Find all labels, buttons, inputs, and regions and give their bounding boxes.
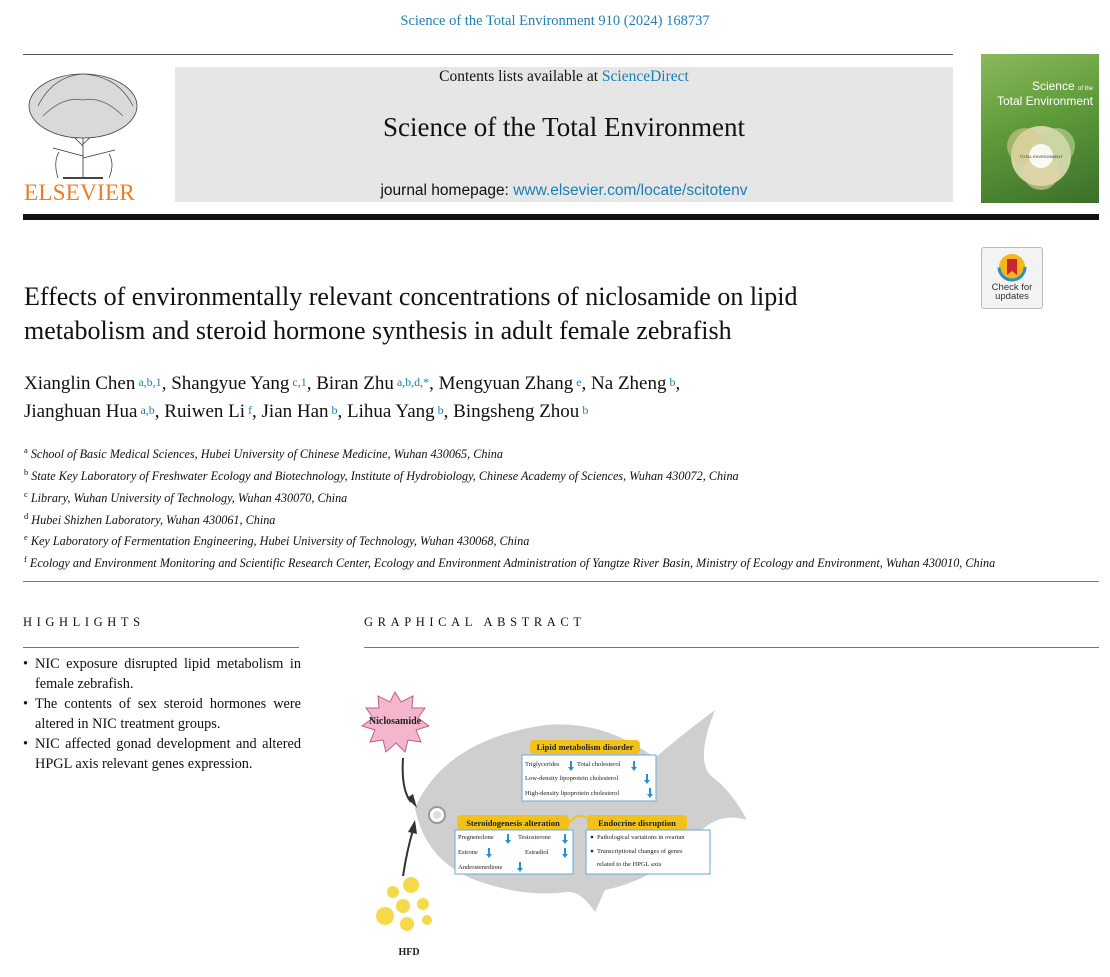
steroid-item-estrone: Estrone [458,849,478,856]
check-updates-icon [997,252,1027,282]
graphical-abstract-figure[interactable] [355,680,755,970]
steroid-item-pregnenolone: Pregnenolone [458,834,494,841]
author-name[interactable]: Jianghuan Hua [24,401,138,422]
steroid-item-testosterone: Testosterone [518,834,551,841]
homepage-prefix: journal homepage: [380,182,514,199]
author-affiliation-marker[interactable]: b [434,403,444,417]
graphical-abstract-rule [364,647,1099,648]
affiliation-list [24,442,1024,573]
affiliation-text: Ecology and Environment Monitoring and Scientific Research Center, Ecology and Environment Administration of Yangtze River Basin, Ministry of Ecology and Environment, Wuhan 430010, China [26,556,996,571]
endocrine-item-hpgl-line2: related to the HPGL axis [597,861,662,868]
highlight-text: NIC exposure disrupted lipid metabolism in female zebrafish. [35,656,301,692]
check-updates-line1: Check for [991,282,1033,293]
affiliation-key: a [24,445,28,455]
paper-title-line1: Effects of environmentally relevant concentrations of niclosamide on lipid [24,282,798,311]
highlight-text: The contents of sex steroid hormones were altered in NIC treatment groups. [35,696,301,732]
author-name[interactable]: Lihua Yang [347,401,435,422]
author-affiliation-marker[interactable]: a,b [137,403,155,417]
elsevier-logo-text[interactable]: ELSEVIER [24,180,135,205]
lipid-item-total-cholesterol: Total cholesterol [577,761,621,768]
highlights-rule [23,647,299,648]
steroid-item-estradiol: Estradiol [525,849,549,856]
homepage-link[interactable]: www.elsevier.com/locate/scitotenv [513,182,748,199]
bullet-icon: • [23,656,29,672]
affiliation-item [24,442,1024,464]
affiliation-item [24,486,1024,508]
author-name[interactable]: Na Zheng [591,373,667,394]
author-list: Xianglin Chen $^{a,b,1}$, Shangyue Yang $^{c,1}$, Biran Zhu $^{a,b,d,*}$, Mengyuan Zhang $^e$, Na Zheng $^b$, Jianghuan Hua $^{a,b}$, Ruiwen Li $^f$, Jian Han $^b$, Lihua Yang $^b$, Bingsheng Zhou $^b$ [24,373,681,422]
journal-cover[interactable] [981,54,1099,203]
cover-label: TOTAL ENVIRONMENT [1019,154,1063,159]
author-affiliation-marker[interactable]: b [328,403,338,417]
author-name[interactable]: Mengyuan Zhang [438,373,574,394]
affiliation-text: Hubei Shizhen Laboratory, Wuhan 430061, China [28,512,276,527]
affiliation-key: b [24,466,29,477]
author-affiliation-marker[interactable]: a,b,1 [135,375,162,389]
lipid-title: Lipid metabolism disorder [536,742,634,752]
cover-title [997,80,1093,107]
author-name[interactable]: Biran Zhu [316,373,394,394]
endocrine-title: Endocrine disruption [598,818,676,828]
author-affiliation-marker[interactable]: a,b,d,* [393,375,430,389]
cover-flower-graphic [995,116,1087,196]
highlight-item [23,734,301,774]
check-for-updates-button[interactable] [981,247,1043,309]
header-rule [23,54,953,55]
hfd-droplets-icon [376,877,432,931]
check-updates-label [982,283,1042,301]
cover-title-of: of the [1077,86,1093,92]
bullet-icon: • [23,696,29,712]
header-thick-rule [23,214,1099,220]
highlight-item [23,654,301,694]
highlight-item [23,694,301,734]
author-name[interactable]: Ruiwen Li [164,401,246,422]
journal-citation[interactable]: Science of the Total Environment 910 (2024) 168737 [400,13,710,29]
affiliation-text: Key Laboratory of Fermentation Engineering, Hubei University of Technology, Wuhan 430068, China [27,534,530,549]
affiliation-item [24,508,1024,530]
author-affiliation-marker[interactable]: f [245,403,253,417]
affiliation-item [24,551,1024,573]
niclosamide-label: Niclosamide [368,716,422,727]
author-affiliation-marker[interactable]: b [666,375,676,389]
affiliation-key: c [24,488,28,499]
affiliation-item [24,464,1024,486]
cover-title-total: Total Environment [996,94,1093,108]
cover-title-science: Science [1031,79,1075,93]
endocrine-item-ovarian: Pathological variations in ovarian [597,834,685,841]
affiliation-key: f [24,554,27,565]
author-affiliation-marker[interactable]: b [579,403,589,417]
highlights-heading: HIGHLIGHTS [23,615,145,629]
journal-title: Science of the Total Environment [382,112,745,142]
endocrine-item-hpgl-line1: Transcriptional changes of genes [597,848,683,855]
author-name[interactable]: Xianglin Chen [24,373,136,394]
lipid-item-triglycerides: Triglycerides [525,761,560,768]
highlights-list [23,654,301,774]
homepage-line [175,182,953,200]
graphical-abstract-heading: GRAPHICAL ABSTRACT [364,615,586,629]
affiliation-item [24,529,1024,551]
bullet-icon: • [23,736,29,752]
contents-line [175,68,953,86]
paper-title-line2: metabolism and steroid hormone synthesis in adult female zebrafish [24,316,732,345]
affiliation-text: State Key Laboratory of Freshwater Ecology and Biotechnology, Institute of Hydrobiology, Chinese Academy of Sciences, Wuhan 430072, China [28,468,739,483]
author-name[interactable]: Bingsheng Zhou [453,401,580,422]
check-updates-line2: updates [995,291,1029,302]
author-name[interactable]: Jian Han [261,401,329,422]
paper-title [24,280,964,348]
author-name[interactable]: Shangyue Yang [171,373,290,394]
affiliation-text: Library, Wuhan University of Technology, Wuhan 430070, China [27,490,348,505]
affiliation-key: e [24,532,28,543]
sciencedirect-link[interactable]: ScienceDirect [601,68,689,85]
lipid-item-ldl: Low-density lipoprotein cholesterol [525,775,619,782]
steroid-item-androstenedione: Androstenedione [458,864,503,871]
highlight-text: NIC affected gonad development and altered HPGL axis relevant genes expression. [35,736,301,772]
contents-prefix: Contents lists available at [439,68,602,85]
lipid-item-hdl: High-density lipoprotein cholesterol [525,790,620,797]
affiliation-key: d [24,510,29,521]
author-affiliation-marker[interactable]: c,1 [289,375,307,389]
hfd-label: HFD [398,947,420,958]
author-affiliation-marker[interactable]: e [573,375,582,389]
section-rule [23,581,1099,582]
affiliation-text: School of Basic Medical Sciences, Hubei University of Chinese Medicine, Wuhan 430065, China [27,447,503,462]
steroid-title: Steroidogenesis alteration [466,818,560,828]
